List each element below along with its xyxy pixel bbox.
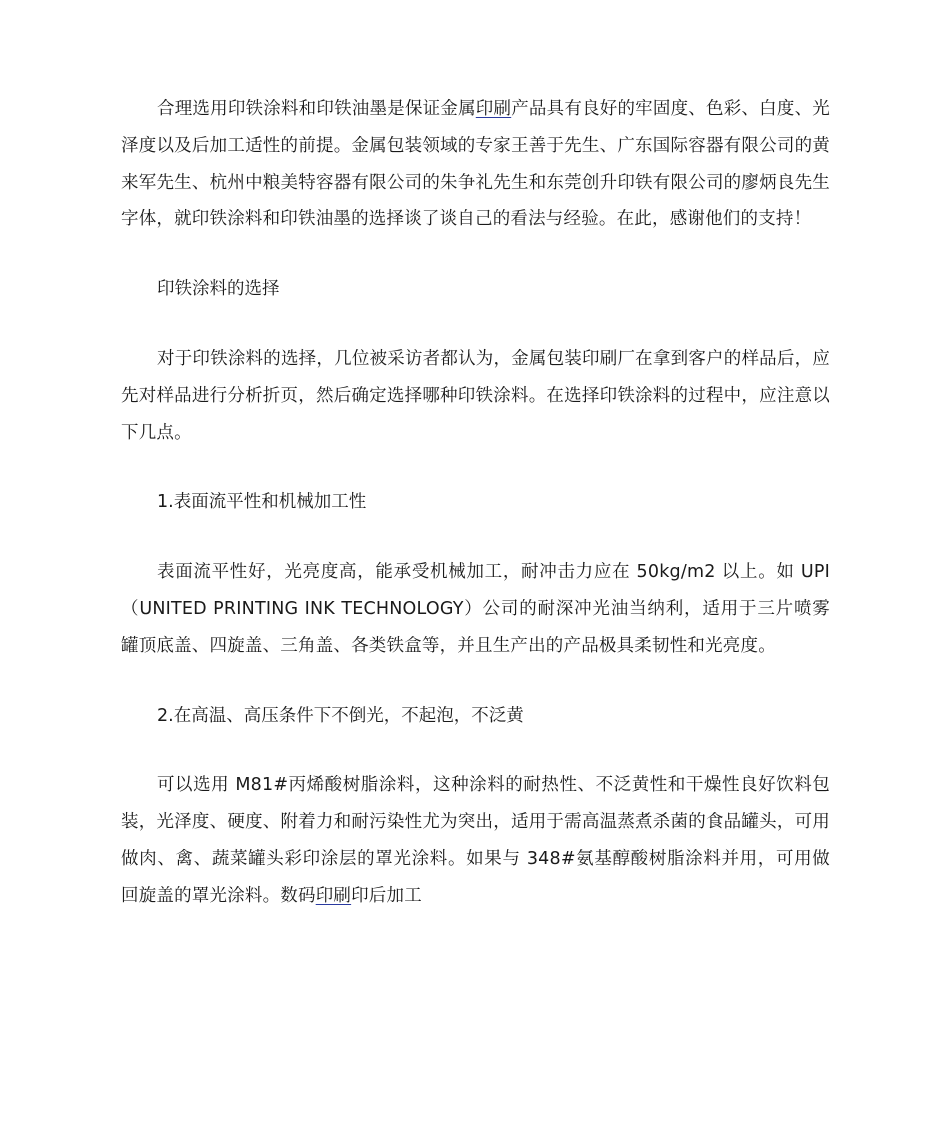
- item2-body: [121, 767, 830, 914]
- paragraph-gap: [121, 451, 830, 484]
- intro-paragraph: [121, 91, 830, 238]
- item1-title: 1.表面流平性和机械加工性: [157, 492, 367, 513]
- intro-text-part1: 合理选用印铁涂料和印铁油墨是保证金属: [157, 99, 476, 119]
- item2-text-part2: 印后加工: [351, 885, 422, 906]
- item2-title: 2.在高温、高压条件下不倒光，不起泡，不泛黄: [157, 705, 524, 726]
- paragraph-gap: [121, 734, 830, 767]
- item2-text-part1: 可以选用 M81#丙烯酸树脂涂料，这种涂料的耐热性、不泛黄性和干燥性良好饮料包装，光泽度、硬度、附着力和耐污染性尤为突出，适用于需高温蒸煮杀菌的食品罐头，可用做肉、禽、蔬菜罐头彩印涂层的罩光涂料。如果与 348#氨基醇酸树脂涂料并用，可用做回旋盖的罩光涂料。数码: [121, 775, 830, 906]
- paragraph-gap: [121, 308, 830, 341]
- paragraph-gap: [121, 238, 830, 271]
- digital-printing-link[interactable]: 印刷: [315, 885, 352, 906]
- printing-link[interactable]: 印刷: [475, 99, 512, 119]
- paragraph-gap: [121, 521, 830, 554]
- section-title: 印铁涂料的选择: [157, 279, 280, 300]
- intro-text-part2: 产品具有良好的牢固度、色彩、白度、光泽度以及后加工适性的前提。金属包装领域的专家王善于先生、广东国际容器有限公司的黄来军先生、杭州中粮美特容器有限公司的朱争礼先生和东莞创升印铁有限公司的廖炳良先生字体，就印铁涂料和印铁油墨的选择谈了谈自己的看法与经验。在此，感谢他们的支持！: [121, 99, 830, 230]
- item1-body: 表面流平性好，光亮度高，能承受机械加工，耐冲击力应在 50kg/m2 以上。如 UPI（UNITED PRINTING INK TECHNOLOGY）公司的耐深冲光油当纳利，适用于三片喷雾罐顶底盖、四旋盖、三角盖、各类铁盒等，并且生产出的产品极具柔韧性和光亮度。: [121, 562, 830, 656]
- paragraph-gap: [121, 665, 830, 698]
- document-body: [121, 91, 830, 915]
- section-intro-paragraph: 对于印铁涂料的选择，几位被采访者都认为，金属包装印刷厂在拿到客户的样品后，应先对样品进行分析折页，然后确定选择哪种印铁涂料。在选择印铁涂料的过程中，应注意以下几点。: [121, 348, 830, 443]
